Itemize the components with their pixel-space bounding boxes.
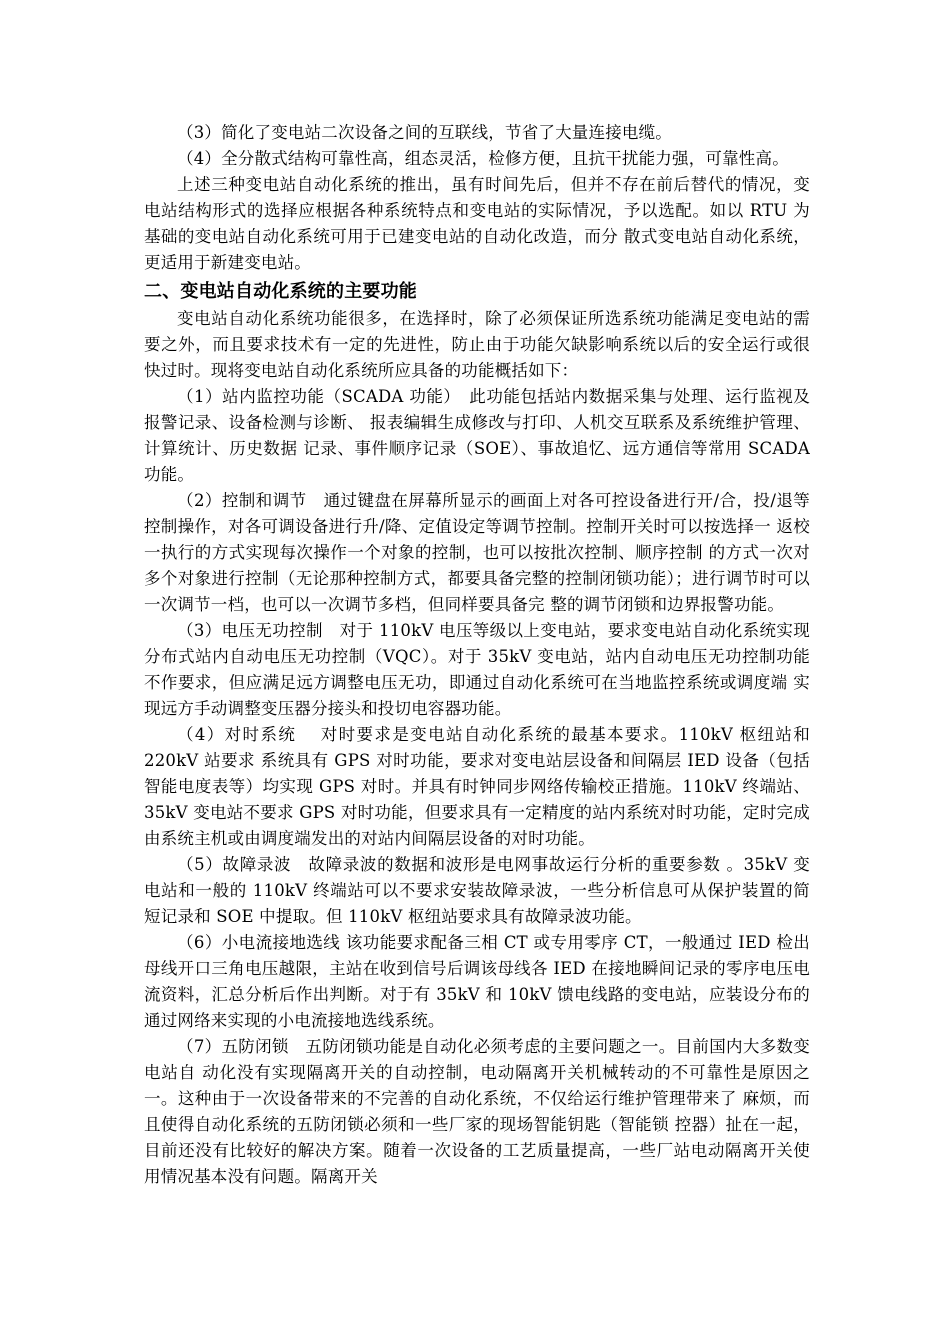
paragraph-grounding-selection: （6）小电流接地选线 该功能要求配备三相 CT 或专用零序 CT，一般通过 IED 检出母线开口三角电压越限，主站在收到信号后调该母线各 IED 在接地瞬间记录的零序电压电流资料，汇总分析后作出判断。对于有 35kV 和 10kV 馈电线路的变电站，应装设分布的通过网络来实现的小电流接地选线系统。: [144, 933, 810, 1030]
paragraph-fault-recording: （5）故障录波 故障录波的数据和波形是电网事故运行分析的重要参数 。35kV 变电站和一般的 110kV 终端站可以不要求安装故障录波，一些分析信息可从保护装置的简短记录和 SOE 中提取。但 110kV 枢纽站要求具有故障录波功能。: [144, 855, 810, 926]
paragraph-vqc: （3）电压无功控制 对于 110kV 电压等级以上变电站，要求变电站自动化系统实现分布式站内自动电压无功控制（VQC）。对于 35kV 变电站，站内自动电压无功控制功能不作要求，但应满足远方调整电压无功，即通过自动化系统可在当地监控系统或调度端 实现远方手动调整变压器分接头和投切电容器功能。: [144, 621, 810, 718]
paragraph-intro: 变电站自动化系统功能很多，在选择时，除了必须保证所选系统功能满足变电站的需要之外，而且要求技术有一定的先进性，防止由于功能欠缺影响系统以后的安全运行或很快过时。现将变电站自动化系统所应具备的功能概括如下：: [144, 309, 810, 380]
document-page: [144, 120, 810, 1190]
paragraph-interlock: （7）五防闭锁 五防闭锁功能是自动化必须考虑的主要问题之一。目前国内大多数变电站自 动化没有实现隔离开关的自动控制，电动隔离开关机械转动的不可靠性是原因之一。这种由于一次设备带来的不完善的自动化系统，不仅给运行维护管理带来了 麻烦，而且使得自动化系统的五防闭锁必须和一些厂家的现场智能钥匙（智能锁 控器）扯在一起，目前还没有比较好的解决方案。随着一次设备的工艺质量提高，一些厂站电动隔离开关使用情况基本没有问题。隔离开关: [144, 1037, 810, 1186]
section-heading: 二、变电站自动化系统的主要功能: [144, 281, 417, 302]
paragraph-summary: 上述三种变电站自动化系统的推出，虽有时间先后，但并不存在前后替代的情况，变电站结构形式的选择应根据各种系统特点和变电站的实际情况，予以选配。如以 RTU 为基础的变电站自动化系统可用于已建变电站的自动化改造，而分 散式变电站自动化系统，更适用于新建变电站。: [144, 175, 810, 272]
paragraph-control: （2）控制和调节 通过键盘在屏幕所显示的画面上对各可控设备进行开/合，投/退等控制操作，对各可调设备进行升/降、定值设定等调节控制。控制开关时可以按选择一 返校一执行的方式实现每次操作一个对象的控制，也可以按批次控制、顺序控制 的方式一次对多个对象进行控制（无论那种控制方式，都要具备完整的控制闭锁功能）；进行调节时可以一次调节一档，也可以一次调节多档，但同样要具备完 整的调节闭锁和边界报警功能。: [144, 491, 810, 614]
paragraph-scada: （1）站内监控功能（SCADA 功能） 此功能包括站内数据采集与处理、运行监视及报警记录、设备检测与诊断、 报表编辑生成修改与打印、人机交互联系及系统维护管理、计算统计、历史数据 记录、事件顺序记录（SOE）、事故追忆、远方通信等常用 SCADA 功能。: [144, 387, 810, 484]
paragraph-time-sync: （4）对时系统 对时要求是变电站自动化系统的最基本要求。110kV 枢纽站和 220kV 站要求 系统具有 GPS 对时功能，要求对变电站层设备和间隔层 IED 设备（包括智能电度表等）均实现 GPS 对时。并具有时钟同步网络传输校正措施。110kV 终端站、35kV 变电站不要求 GPS 对时功能，但要求具有一定精度的站内系统对时功能，定时完成由系统主机或由调度端发出的对站内间隔层设备的对时功能。: [144, 725, 810, 848]
paragraph-item-4: （4）全分散式结构可靠性高，组态灵活，检修方便，且抗干扰能力强，可靠性高。: [177, 149, 789, 168]
paragraph-item-3: （3）简化了变电站二次设备之间的互联线，节省了大量连接电缆。: [177, 123, 672, 142]
